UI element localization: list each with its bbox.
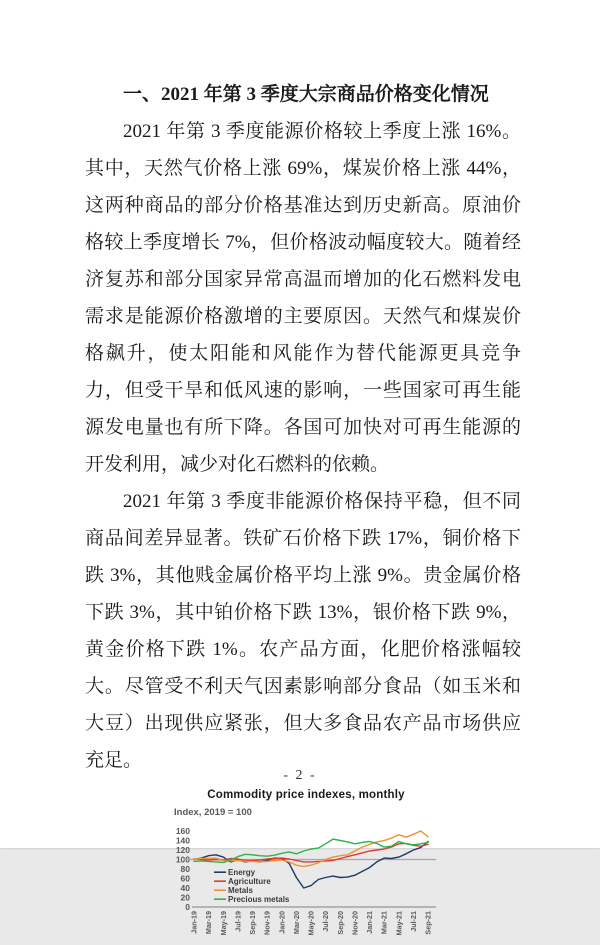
- svg-text:May-19: May-19: [218, 911, 228, 936]
- svg-text:Sep-21: Sep-21: [423, 911, 433, 935]
- svg-text:Jul-19: Jul-19: [233, 911, 243, 932]
- svg-text:80: 80: [180, 864, 190, 874]
- svg-text:120: 120: [175, 845, 190, 855]
- svg-text:20: 20: [180, 892, 190, 903]
- svg-text:Jul-20: Jul-20: [321, 911, 331, 932]
- svg-text:0: 0: [185, 902, 190, 912]
- document-body: [85, 76, 521, 945]
- svg-text:Sep-19: Sep-19: [248, 911, 257, 935]
- svg-text:60: 60: [180, 873, 190, 884]
- svg-text:Jan-20: Jan-20: [277, 911, 287, 934]
- commodity-price-chart: [170, 789, 442, 945]
- svg-text:Sep-20: Sep-20: [335, 911, 345, 935]
- svg-text:Jan-19: Jan-19: [189, 911, 199, 934]
- svg-text:Mar-19: Mar-19: [204, 911, 214, 935]
- paragraph-non-energy-prices: 2021 年第 3 季度非能源价格保持平稳，但不同商品间差异显著。铁矿石价格下跌 17%，铜价格下跌 3%，其他贱金属价格平均上涨 9%。贵金属价格下跌 3%，其中铂价格下跌 13%，银价格下跌 9%，黄金价格下跌 1%。农产品方面，化肥价格涨幅较大。尽管受不利天气因素影响部分食品（如玉米和大豆）出现供应紧张，但大多食品农产品市场供应充足。: [85, 491, 521, 771]
- svg-text:Agriculture: Agriculture: [228, 877, 271, 886]
- svg-text:Mar-20: Mar-20: [291, 911, 301, 935]
- section-heading: 一、2021 年第 3 季度大宗商品价格变化情况: [123, 84, 489, 105]
- chart-svg: [170, 819, 442, 945]
- chart-subtitle: Index, 2019 = 100: [174, 807, 252, 818]
- page-number: - 2 -: [283, 768, 317, 783]
- svg-text:40: 40: [180, 883, 190, 893]
- svg-text:Mar-21: Mar-21: [379, 911, 389, 935]
- paragraph-energy-prices: 2021 年第 3 季度能源价格较上季度上涨 16%。其中，天然气价格上涨 69%，煤炭价格上涨 44%，这两种商品的部分价格基准达到历史新高。原油价格较上季度增长 7%，但价格波动幅度较大。随着经济复苏和部分国家异常高温而增加的化石燃料发电需求是能源价格激增的主要原因。天然气和煤炭价格飙升，使太阳能和风能作为替代能源更具竞争力，但受干旱和低风速的影响，一些国家可再生能源发电量也有所下降。各国可加快对可再生能源的开发利用，减少对化石燃料的依赖。: [85, 121, 521, 475]
- svg-text:May-20: May-20: [306, 911, 316, 936]
- svg-text:160: 160: [175, 826, 190, 836]
- svg-text:Jan-21: Jan-21: [365, 911, 374, 934]
- svg-text:Precious metals: Precious metals: [228, 895, 290, 904]
- svg-text:May-21: May-21: [394, 911, 404, 936]
- svg-text:Jul-21: Jul-21: [408, 911, 418, 932]
- svg-text:Nov-20: Nov-20: [350, 911, 360, 935]
- svg-text:Nov-19: Nov-19: [262, 911, 272, 935]
- svg-text:Metals: Metals: [228, 886, 253, 895]
- svg-text:Energy: Energy: [228, 868, 256, 877]
- svg-text:140: 140: [175, 835, 190, 846]
- chart-title: Commodity price indexes, monthly: [207, 789, 405, 801]
- svg-text:100: 100: [175, 854, 190, 865]
- chart-plot-area: [170, 819, 442, 945]
